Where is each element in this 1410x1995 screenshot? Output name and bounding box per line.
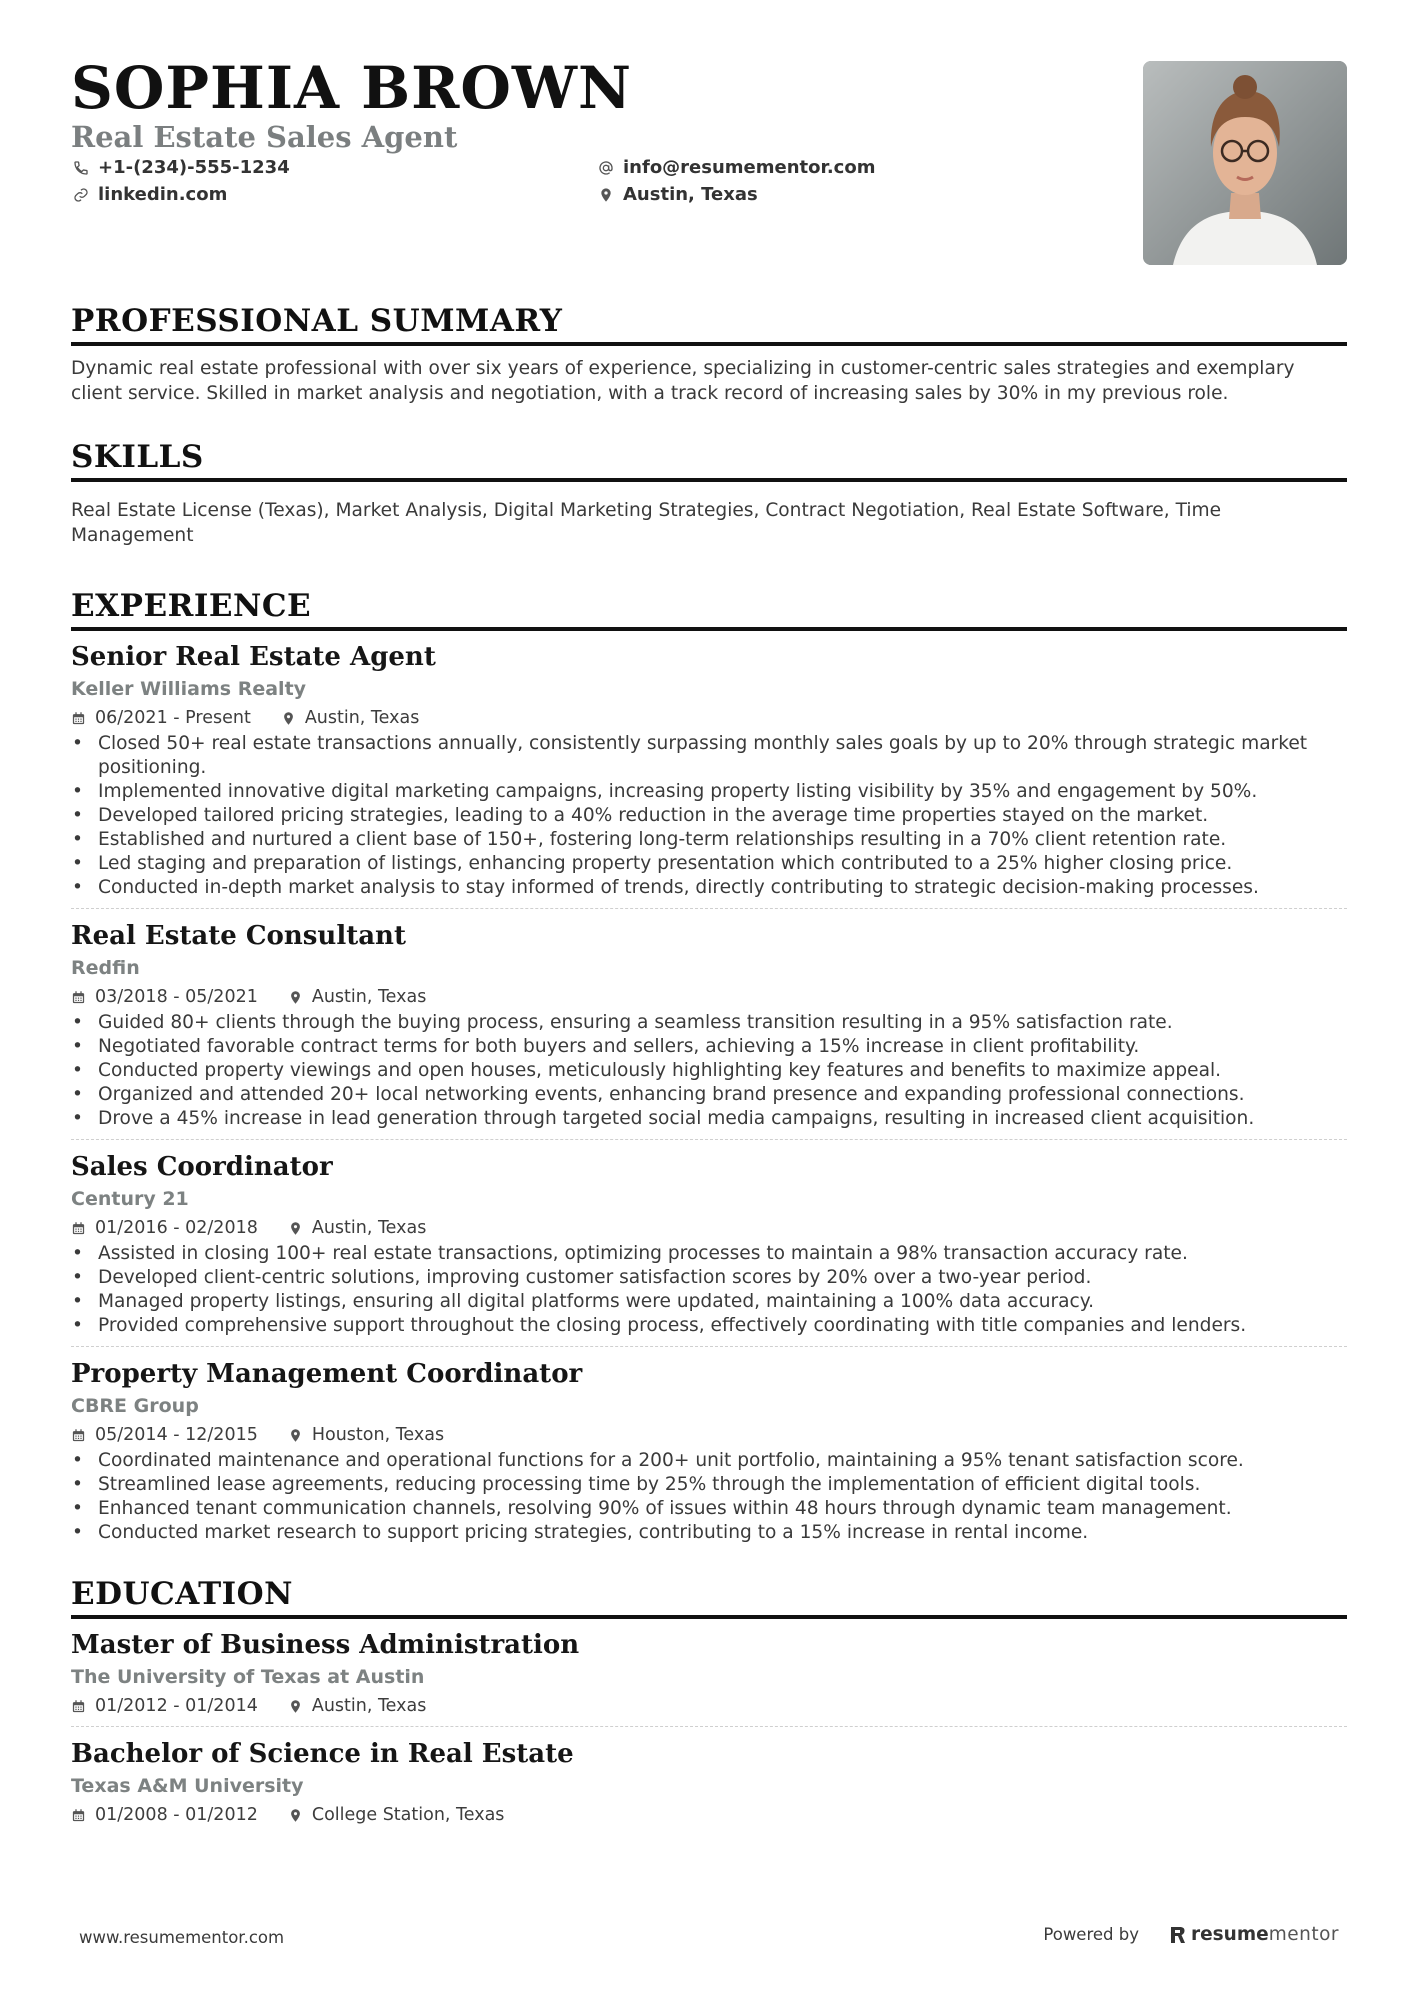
skills-text: Real Estate License (Texas), Market Analysis, Digital Marketing Strategies, Contract Negotiation, Real Estate Software, Time Management [71,500,1222,546]
job-dates [71,706,251,730]
resume-page [71,55,1347,1827]
map-pin-icon [281,711,296,726]
education-entry [71,1737,1347,1827]
entry-divider [71,1726,1347,1727]
education-meta [71,1694,1347,1718]
map-pin-icon [288,1428,303,1443]
bullet-item: • Led staging and preparation of listings, enhancing property presentation which contributed to a 25% higher closing price. [71,852,1347,876]
job-location [288,1423,444,1447]
education-dates [71,1803,258,1827]
job-location-text: Austin, Texas [311,1218,427,1238]
map-pin-icon [288,1699,303,1714]
entry-divider [71,1139,1347,1140]
job-location-text: Austin, Texas [304,708,420,728]
summary-heading: PROFESSIONAL SUMMARY [71,302,1347,346]
map-pin-icon [288,1221,303,1236]
job-location [288,985,427,1009]
footer-website[interactable]: www.resumementor.com [79,1928,285,1947]
contact-linkedin[interactable] [73,184,227,205]
experience-entry [71,1357,1347,1545]
job-dates [71,985,258,1009]
phone-icon [73,160,89,176]
education-location [288,1803,505,1827]
job-meta [71,706,1347,730]
education-location [288,1694,427,1718]
company-name: Keller Williams Realty [71,678,307,700]
brand-name-bold: resume [1191,1924,1269,1945]
job-bullets [71,1011,1347,1131]
degree-title: Bachelor of Science in Real Estate [71,1739,574,1769]
bullet-item: • Provided comprehensive support throughout the closing process, effectively coordinating with title companies and lenders. [71,1314,1347,1338]
degree-title: Master of Business Administration [71,1630,580,1660]
brand-logo[interactable] [1169,1924,1339,1945]
education-dates [71,1694,258,1718]
job-location [281,706,420,730]
job-dates [71,1423,258,1447]
bullet-item: • Streamlined lease agreements, reducing processing time by 25% through the implementation of efficient digital tools. [71,1473,1347,1497]
job-dates-text: 01/2016 - 02/2018 [95,1218,258,1238]
contact-phone[interactable] [73,157,290,178]
bullet-item: • Coordinated maintenance and operational functions for a 200+ unit portfolio, maintaining a 95% tenant satisfaction score. [71,1449,1347,1473]
education-dates-text: 01/2008 - 01/2012 [95,1805,258,1825]
job-dates-text: 03/2018 - 05/2021 [95,987,258,1007]
footer-branding [1043,1924,1339,1945]
entry-divider [71,1346,1347,1347]
job-location [288,1216,427,1240]
map-pin-icon [288,990,303,1005]
bullet-item: • Drove a 45% increase in lead generation through targeted social media campaigns, resulting in increased client acquisition. [71,1107,1347,1131]
education-location-text: College Station, Texas [311,1805,505,1825]
bullet-item: • Established and nurtured a client base of 150+, fostering long-term relationships resulting in a 70% client retention rate. [71,828,1347,852]
entry-divider [71,908,1347,909]
bullet-item: • Implemented innovative digital marketing campaigns, increasing property listing visibility by 35% and engagement by 50%. [71,780,1347,804]
bullet-item: • Assisted in closing 100+ real estate transactions, optimizing processes to maintain a 98% transaction accuracy rate. [71,1242,1347,1266]
job-title: Property Management Coordinator [71,1359,583,1389]
job-bullets [71,1449,1347,1545]
education-location-text: Austin, Texas [311,1696,427,1716]
link-icon [73,187,89,203]
school-name: The University of Texas at Austin [71,1666,425,1688]
company-name: Century 21 [71,1188,189,1210]
bullet-item: • Enhanced tenant communication channels, resolving 90% of issues within 48 hours through dynamic team management. [71,1497,1347,1521]
experience-entry [71,1150,1347,1338]
experience-section [71,587,1347,1545]
calendar-icon [71,1808,86,1823]
location-text: Austin, Texas [623,184,758,205]
skills-section [71,438,1347,548]
calendar-icon [71,711,86,726]
bullet-item: • Negotiated favorable contract terms for both buyers and sellers, achieving a 15% increase in client profitability. [71,1035,1347,1059]
company-name: CBRE Group [71,1395,199,1417]
map-pin-icon [288,1808,303,1823]
bullet-item: • Conducted market research to support pricing strategies, contributing to a 15% increase in rental income. [71,1521,1347,1545]
job-bullets [71,1242,1347,1338]
summary-section [71,302,1347,406]
bullet-item: • Organized and attended 20+ local networking events, enhancing brand presence and expanding professional connections. [71,1083,1347,1107]
bullet-item: • Developed client-centric solutions, improving customer satisfaction scores by 20% over a two-year period. [71,1266,1347,1290]
contact-email[interactable] [598,157,875,178]
bullet-item: • Developed tailored pricing strategies, leading to a 40% reduction in the average time properties stayed on the market. [71,804,1347,828]
at-icon [598,160,614,176]
school-name: Texas A&M University [71,1775,304,1797]
job-location-text: Austin, Texas [311,987,427,1007]
experience-heading: EXPERIENCE [71,587,1347,631]
job-dates [71,1216,258,1240]
phone-text: +1-(234)-555-1234 [98,157,290,178]
job-location-text: Houston, Texas [311,1425,445,1445]
education-entry [71,1628,1347,1718]
resumementor-logo-icon [1169,1925,1185,1945]
bullet-item: • Guided 80+ clients through the buying process, ensuring a seamless transition resulting in a 95% satisfaction rate. [71,1011,1347,1035]
candidate-role: Real Estate Sales Agent [71,120,458,154]
email-text: info@resumementor.com [623,157,876,178]
bullet-item: • Conducted property viewings and open houses, meticulously highlighting key features and benefits to maximize appeal. [71,1059,1347,1083]
linkedin-text: linkedin.com [98,184,228,205]
powered-by-label: Powered by [1043,1925,1139,1944]
job-title: Senior Real Estate Agent [71,642,436,672]
summary-text: Dynamic real estate professional with over six years of experience, specializing in customer-centric sales strategies and exemplary client service. Skilled in market analysis and negotiation, with a track record of increasing sales by 30% in my previous role. [71,358,1295,404]
bullet-item: • Managed property listings, ensuring all digital platforms were updated, maintaining a 100% data accuracy. [71,1290,1347,1314]
contact-location [598,184,758,205]
experience-entry [71,640,1347,900]
education-heading: EDUCATION [71,1575,1347,1619]
profile-photo-image [1143,61,1347,265]
skills-heading: SKILLS [71,438,1347,482]
map-pin-icon [598,187,614,203]
calendar-icon [71,1699,86,1714]
job-title: Sales Coordinator [71,1152,333,1182]
job-dates-text: 06/2021 - Present [95,708,251,728]
brand-name-light: mentor [1268,1924,1339,1945]
candidate-name: SOPHIA BROWN [71,54,633,122]
job-meta [71,985,1347,1009]
bullet-item: • Closed 50+ real estate transactions annually, consistently surpassing monthly sales goals by up to 20% through strategic market positioning. [71,732,1347,780]
job-meta [71,1423,1347,1447]
company-name: Redfin [71,957,140,979]
education-dates-text: 01/2012 - 01/2014 [95,1696,258,1716]
education-section [71,1575,1347,1827]
calendar-icon [71,1221,86,1236]
calendar-icon [71,1428,86,1443]
job-bullets [71,732,1347,900]
education-meta [71,1803,1347,1827]
calendar-icon [71,990,86,1005]
experience-entry [71,919,1347,1131]
job-title: Real Estate Consultant [71,921,406,951]
job-meta [71,1216,1347,1240]
profile-photo [1143,61,1347,265]
bullet-item: • Conducted in-depth market analysis to stay informed of trends, directly contributing to strategic decision-making processes. [71,876,1347,900]
resume-header [71,55,1347,287]
job-dates-text: 05/2014 - 12/2015 [95,1425,258,1445]
